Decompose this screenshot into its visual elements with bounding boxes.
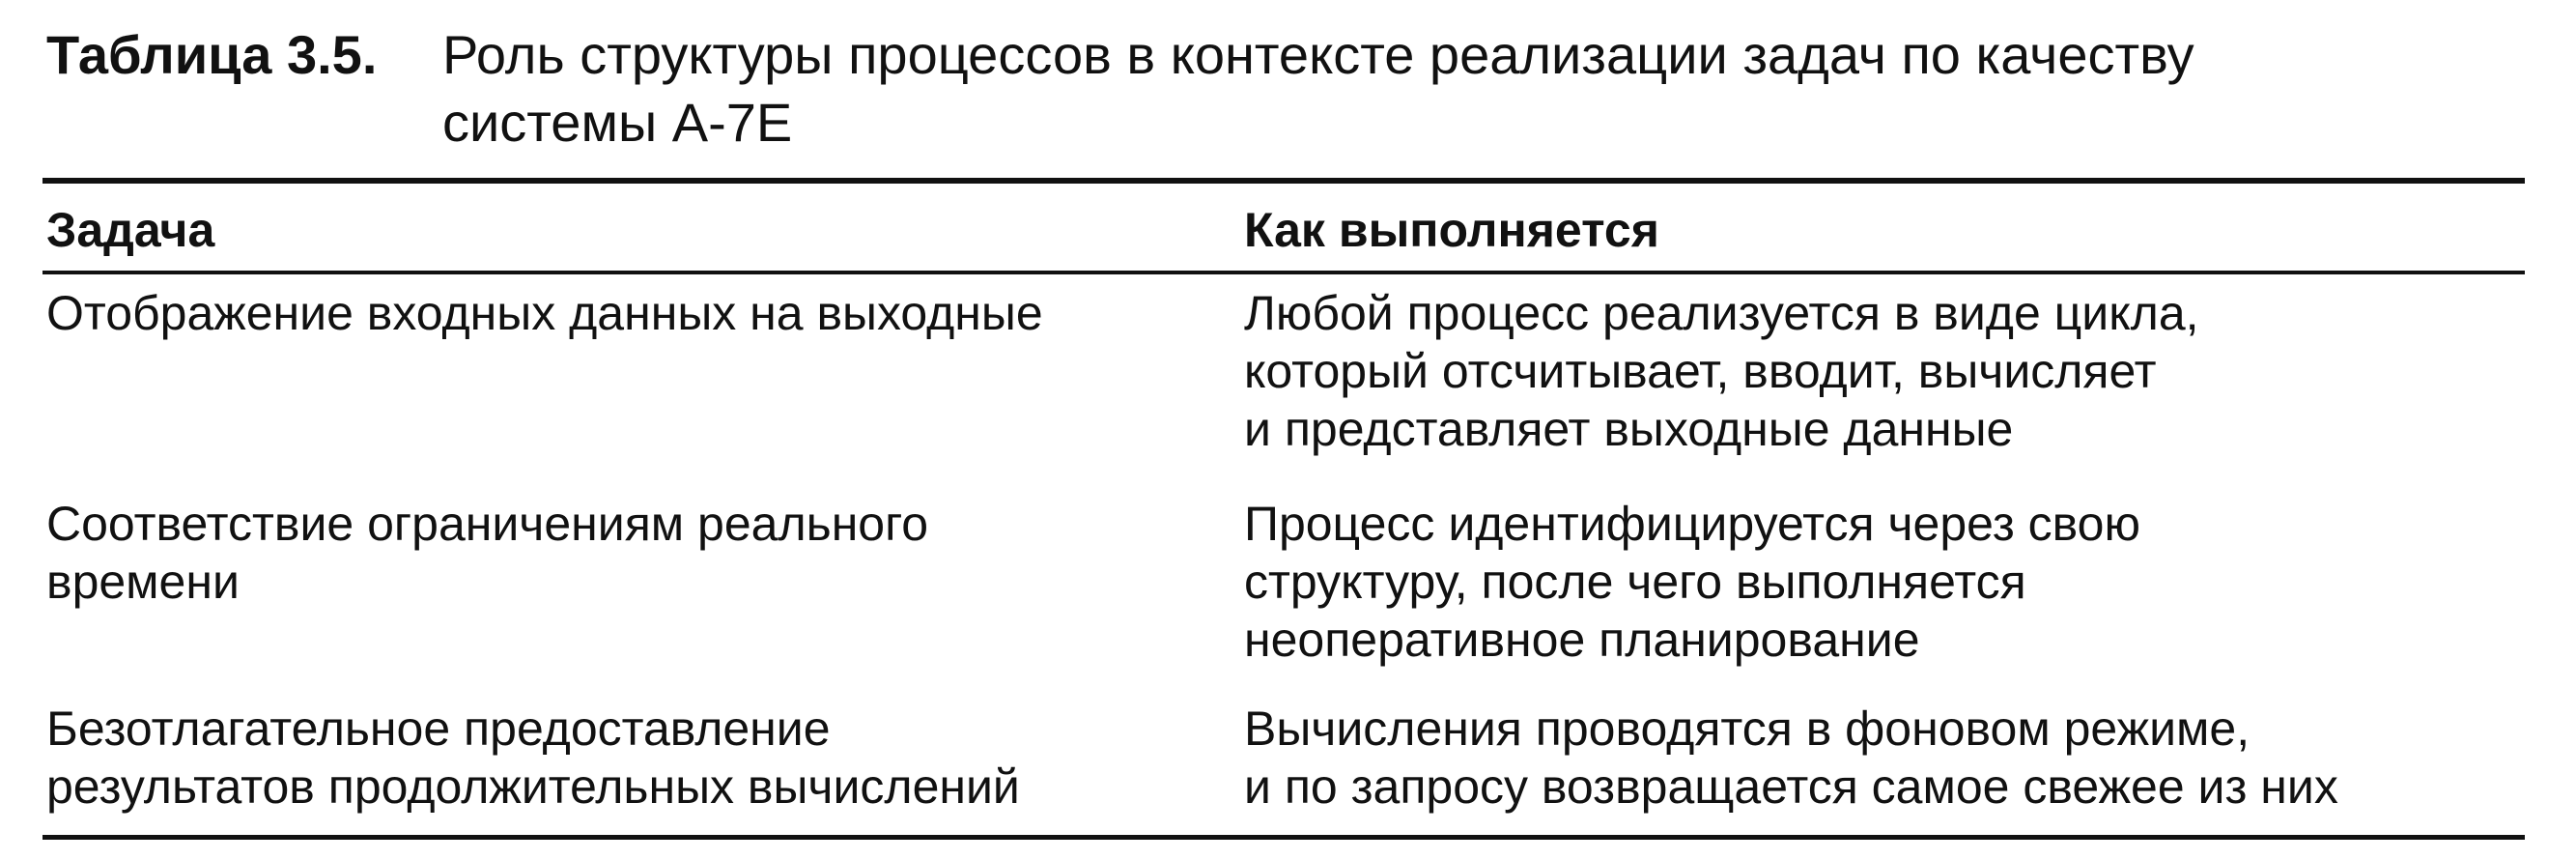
table-header-row	[46, 189, 2519, 267]
caption-title: Роль структуры процессов в контексте реализации задач по качеству системы А-7Е	[442, 24, 2194, 153]
how-cell: Процесс идентифицируется через свою структуру, после чего выполняется неоперативное планирование	[1244, 497, 2140, 667]
table-header-rule	[42, 271, 2525, 274]
table-bottom-rule	[42, 835, 2525, 840]
task-cell: Соответствие ограничениям реального времени	[46, 497, 929, 609]
column-header-task: Задача	[46, 203, 215, 257]
column-header-how: Как выполняется	[1244, 203, 1659, 257]
task-cell: Отображение входных данных на выходные	[46, 286, 1043, 340]
caption-label: Таблица 3.5.	[46, 24, 378, 85]
task-cell: Безотлагательное предоставление результатов продолжительных вычислений	[46, 702, 1020, 814]
how-cell: Любой процесс реализуется в виде цикла, который отсчитывает, вводит, вычисляет и представляет выходные данные	[1244, 286, 2199, 456]
table-top-rule	[42, 178, 2525, 184]
how-cell: Вычисления проводятся в фоновом режиме, и по запросу возвращается самое свежее из них	[1244, 702, 2338, 814]
